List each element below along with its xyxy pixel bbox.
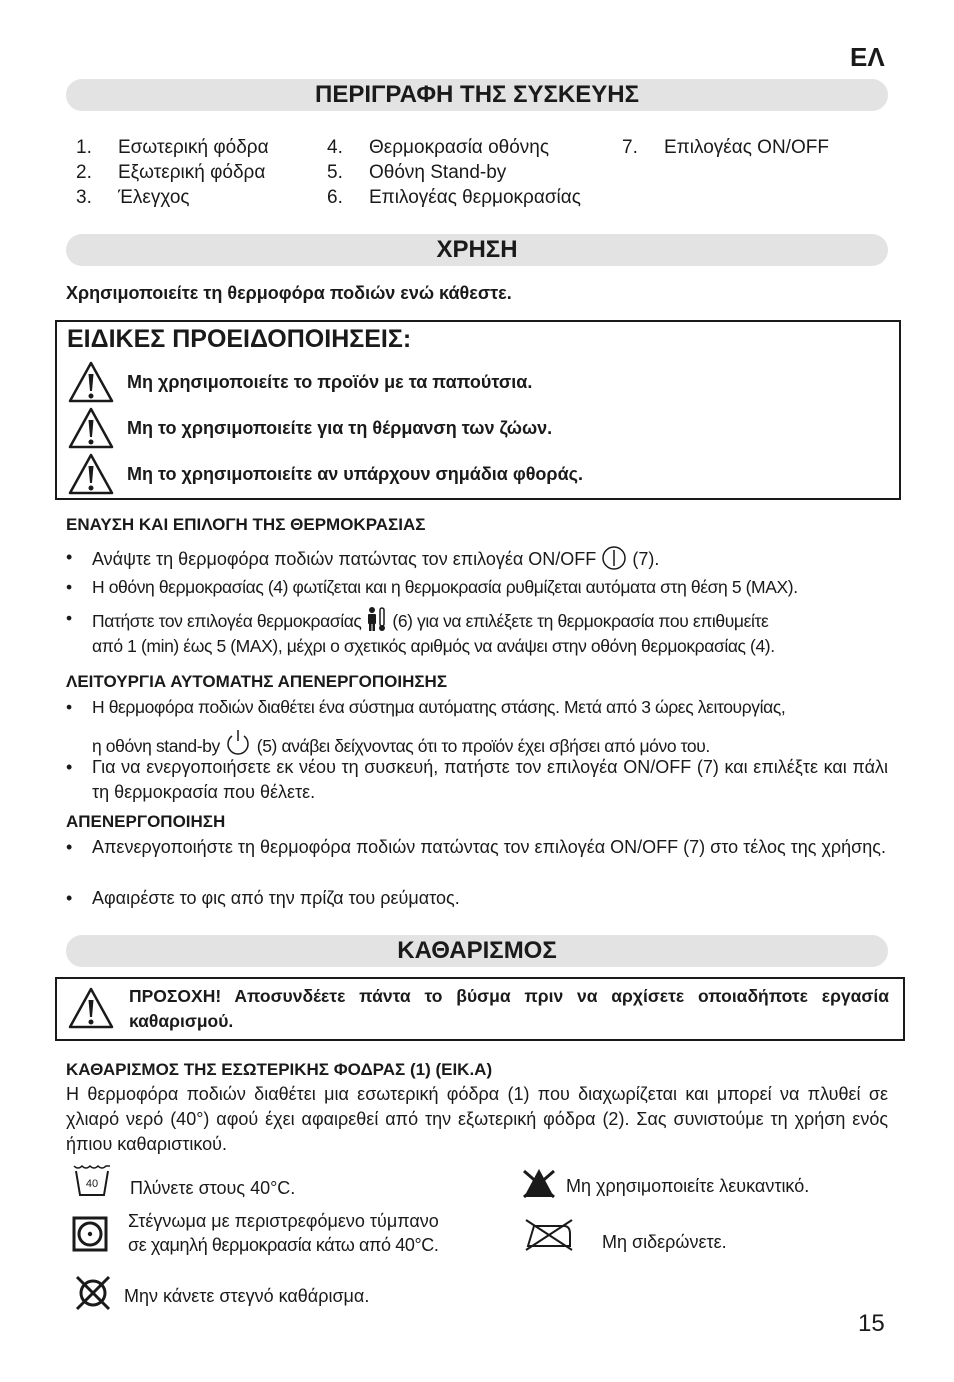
auto-off-heading: ΛΕΙΤΟΥΡΓΙΑ ΑΥΤΟΜΑΤΗΣ ΑΠΕΝΕΡΓΟΠΟΙΗΣΗΣ bbox=[66, 672, 448, 691]
list-item: 2. Εξωτερική φόδρα bbox=[76, 162, 266, 183]
warning-triangle-icon bbox=[67, 986, 115, 1030]
standby-icon bbox=[224, 728, 252, 756]
warning-triangle-icon bbox=[67, 360, 115, 404]
parts-list-col3 bbox=[622, 135, 872, 160]
tumble-dry-text: Στέγνωμα με περιστρεφόμενο τύμπανο σε χαμηλή θερμοκρασία κάτω από 40°C. bbox=[128, 1211, 439, 1255]
power-button-icon bbox=[601, 545, 627, 571]
temperature-selector-icon bbox=[366, 606, 388, 632]
inner-lining-heading: ΚΑΘΑΡΙΣΜΟΣ ΤΗΣ ΕΣΩΤΕΡΙΚΗΣ ΦΟΔΡΑΣ (1) (ΕΙΚ.A) bbox=[66, 1060, 493, 1079]
wash-40-icon bbox=[72, 1163, 112, 1197]
list-item: 6. Επιλογέας θερμοκρασίας bbox=[327, 187, 581, 208]
warning-triangle-icon bbox=[67, 406, 115, 450]
warning-item: Μη χρησιμοποιείτε το προϊόν με τα παπούτσια. bbox=[67, 360, 532, 404]
parts-list-col1 bbox=[76, 135, 326, 210]
bullet-item: • Αφαιρέστε το φις από την πρίζα του ρεύματος. bbox=[66, 888, 460, 908]
section-title-cleaning: ΚΑΘΑΡΙΣΜΟΣ bbox=[66, 935, 888, 967]
list-item: 7. Επιλογέας ON/OFF bbox=[622, 137, 829, 158]
no-dry-clean-text: Μην κάνετε στεγνό καθάρισμα. bbox=[124, 1286, 370, 1306]
list-item: 4. Θερμοκρασία οθόνης bbox=[327, 137, 549, 158]
special-warnings-box bbox=[55, 320, 901, 500]
tumble-dry-low-icon bbox=[72, 1216, 108, 1252]
bullet-item: • Η θερμοφόρα ποδιών διαθέτει ένα σύστημα αυτόματης στάσης. Μετά από 3 ώρες λειτουργίας, bbox=[66, 697, 786, 717]
no-iron-icon bbox=[524, 1218, 574, 1252]
bullet-item-continued: η οθόνη stand-by (5) ανάβει δείχνοντας ότι το προϊόν έχει σβήσει από μόνο του. bbox=[66, 728, 888, 759]
usage-intro: Χρησιμοποιείτε τη θερμοφόρα ποδιών ενώ κάθεστε. bbox=[66, 283, 512, 303]
bullet-item: • Για να ενεργοποιήσετε εκ νέου τη συσκευή, πατήστε τον επιλογέα ON/OFF (7) και επιλέξτε και πάλι τη θερμοκρασία που θέλετε. bbox=[66, 757, 888, 802]
no-dry-clean-icon bbox=[74, 1275, 112, 1311]
language-tag: ΕΛ bbox=[850, 42, 885, 72]
wash-text: Πλύνετε στους 40°C. bbox=[130, 1178, 296, 1198]
warning-item: Μη το χρησιμοποιείτε αν υπάρχουν σημάδια φθοράς. bbox=[67, 452, 583, 496]
bullet-item: • Η οθόνη θερμοκρασίας (4) φωτίζεται και η θερμοκρασία ρυθμίζεται αυτόματα στη θέση 5 (MAX). bbox=[66, 577, 798, 597]
page-number: 15 bbox=[858, 1310, 885, 1337]
caution-box bbox=[55, 977, 905, 1041]
no-iron-text: Μη σιδερώνετε. bbox=[602, 1232, 727, 1252]
warnings-title: ΕΙΔΙΚΕΣ ΠΡΟΕΙΔΟΠΟΙΗΣΕΙΣ: bbox=[67, 325, 412, 353]
section-title-description: ΠΕΡΙΓΡΑΦΗ ΤΗΣ ΣΥΣΚΕΥΗΣ bbox=[66, 79, 888, 111]
switch-on-heading: ΕΝΑΥΣΗ ΚΑΙ ΕΠΙΛΟΓΗ ΤΗΣ ΘΕΡΜΟΚΡΑΣΙΑΣ bbox=[66, 515, 426, 534]
no-bleach-text: Μη χρησιμοποιείτε λευκαντικό. bbox=[566, 1176, 810, 1196]
list-item: 5. Οθόνη Stand-by bbox=[327, 162, 507, 183]
list-item: 1. Εσωτερική φόδρα bbox=[76, 137, 269, 158]
bullet-item: • Απενεργοποιήστε τη θερμοφόρα ποδιών πατώντας τον επιλογέα ON/OFF (7) στο τέλος της χρήσης. bbox=[66, 837, 886, 857]
section-title-usage: ΧΡΗΣΗ bbox=[66, 234, 888, 266]
bullet-item: • Πατήστε τον επιλογέα θερμοκρασίας (6) για να επιλέξετε τη θερμοκρασία που επιθυμείτε από 1 (min) έως 5 (MAX), μέχρι ο σχετικός αριθμός να ανάψει στην οθόνη θερμοκρασίας (4). bbox=[66, 608, 775, 656]
list-item: 3. Έλεγχος bbox=[76, 187, 190, 208]
warning-triangle-icon bbox=[67, 452, 115, 496]
warning-item: Μη το χρησιμοποιείτε για τη θέρμανση των ζώων. bbox=[67, 406, 552, 450]
shutdown-heading: ΑΠΕΝΕΡΓΟΠΟΙΗΣΗ bbox=[66, 812, 226, 831]
inner-lining-text: Η θερμοφόρα ποδιών διαθέτει μια εσωτερική φόδρα (1) που διαχωρίζεται και μπορεί να πλυθεί σε χλιαρό νερό (40°) αφού έχει αφαιρεθεί από την εξωτερική φόδρα (2). Σας συνιστούμε τη χρήση ενός ήπιου καθαριστικού. bbox=[66, 1084, 888, 1154]
no-bleach-icon bbox=[522, 1167, 556, 1199]
bullet-item: • Ανάψτε τη θερμοφόρα ποδιών πατώντας τον επιλογέα ON/OFF (7). bbox=[66, 547, 660, 569]
parts-list-col2 bbox=[327, 135, 617, 210]
wash-temp-label: 40 bbox=[85, 1178, 99, 1190]
caution-text: ΠΡΟΣΟΧΗ! Αποσυνδέετε πάντα το βύσμα πριν να αρχίσετε οποιαδήποτε εργασία καθαρισμού. bbox=[129, 986, 889, 1031]
